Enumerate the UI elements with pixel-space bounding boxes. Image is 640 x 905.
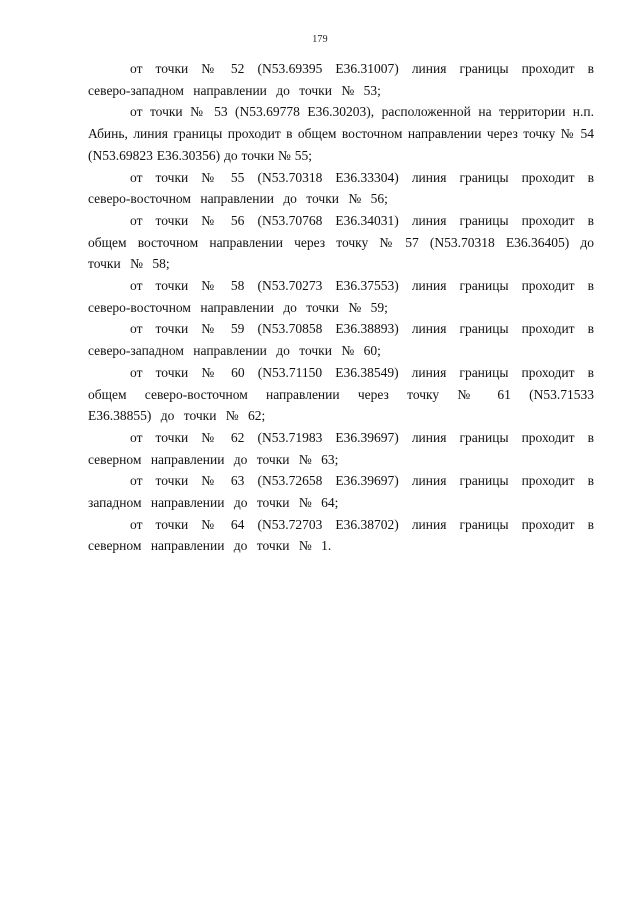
paragraph-point-63: от точки № 63 (N53.72658 E36.39697) линия границы проходит в западном направлении до точки № 64;: [88, 473, 594, 511]
paragraph-point-53: от точки № 53 (N53.69778 E36.30203), расположенной на территории н.п. Абинь, линия границы проходит в общем восточном направлении через точку № 54 (N53.69823 E36.30356) до точки № 55;: [88, 104, 594, 163]
paragraph-point-60: от точки № 60 (N53.71150 E36.38549) линия границы проходит в общем северо-восточном направлении через точку № 61 (N53.71533 E36.38855) до точки № 62;: [88, 364, 594, 424]
page-number: 179: [312, 34, 328, 45]
paragraph-point-56: от точки № 56 (N53.70768 E36.34031) линия границы проходит в общем восточном направлении через точку № 57 (N53.70318 E36.36405) до точки № 58;: [88, 212, 594, 272]
paragraph-point-59: от точки № 59 (N53.70858 E36.38893) линия границы проходит в северо-западном направлении до точки № 60;: [88, 321, 594, 359]
document-body: [88, 58, 594, 557]
paragraph-point-58: от точки № 58 (N53.70273 E36.37553) линия границы проходит в северо-восточном направлении до точки № 59;: [88, 278, 594, 315]
paragraph-point-55: от точки № 55 (N53.70318 E36.33304) линия границы проходит в северо-восточном направлении до точки № 56;: [88, 169, 594, 207]
paragraph-point-52: от точки № 52 (N53.69395 E36.31007) линия границы проходит в северо-западном направлении до точки № 53;: [88, 61, 594, 98]
paragraph-point-62: от точки № 62 (N53.71983 E36.39697) линия границы проходит в северном направлении до точки № 63;: [88, 429, 594, 467]
paragraph-point-64: от точки № 64 (N53.72703 E36.38702) линия границы проходит в северном направлении до точки № 1.: [88, 516, 594, 554]
